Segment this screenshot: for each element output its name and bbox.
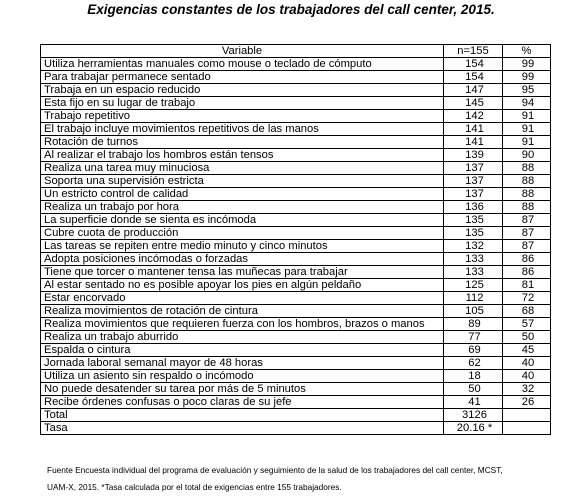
cell-n: 50 [444, 383, 503, 396]
cell-n: 137 [444, 175, 503, 188]
cell-percent: 90 [503, 149, 551, 162]
demands-table [40, 44, 551, 435]
cell-n: 137 [444, 162, 503, 175]
cell-variable: Cubre cuota de producción [41, 227, 444, 240]
cell-percent: 88 [503, 188, 551, 201]
table-row [41, 318, 551, 331]
cell-n: 77 [444, 331, 503, 344]
cell-percent: 88 [503, 162, 551, 175]
cell-n: 141 [444, 123, 503, 136]
table-title: Exigencias constantes de los trabajadores del call center, 2015. [87, 2, 495, 17]
cell-percent: 40 [503, 357, 551, 370]
cell-n: 135 [444, 227, 503, 240]
cell-percent: 91 [503, 110, 551, 123]
cell-percent: 45 [503, 344, 551, 357]
cell-n: 18 [444, 370, 503, 383]
cell-percent: 72 [503, 292, 551, 305]
table-row [41, 279, 551, 292]
table-row [41, 136, 551, 149]
cell-n: 41 [444, 396, 503, 409]
cell-variable: Rotación de turnos [41, 136, 444, 149]
cell-variable: Jornada laboral semanal mayor de 48 horas [41, 357, 444, 370]
cell-percent: 57 [503, 318, 551, 331]
cell-variable: Tiene que torcer o mantener tensa las muñecas para trabajar [41, 266, 444, 279]
table-row [41, 383, 551, 396]
column-header-variable: Variable [41, 45, 444, 58]
cell-variable: Estar encorvado [41, 292, 444, 305]
cell-percent: 87 [503, 214, 551, 227]
cell-percent [503, 422, 551, 435]
cell-n: 141 [444, 136, 503, 149]
table-row [41, 370, 551, 383]
cell-variable: Las tareas se repiten entre medio minuto y cinco minutos [41, 240, 444, 253]
table-row [41, 422, 551, 435]
cell-variable: Al estar sentado no es posible apoyar los pies en algún peldaño [41, 279, 444, 292]
footnote-rate-line: UAM-X, 2015. *Tasa calculada por el total de exigencias entre 155 trabajadores. [47, 482, 342, 492]
column-header-n: n=155 [444, 45, 503, 58]
cell-variable: Realiza movimientos de rotación de cintura [41, 305, 444, 318]
table-row [41, 201, 551, 214]
table-footnote [47, 462, 577, 496]
table-row [41, 253, 551, 266]
table-row [41, 292, 551, 305]
cell-percent: 91 [503, 136, 551, 149]
cell-percent [503, 409, 551, 422]
cell-n: 112 [444, 292, 503, 305]
cell-variable: Realiza un trabajo por hora [41, 201, 444, 214]
cell-percent: 88 [503, 201, 551, 214]
cell-variable: No puede desatender su tarea por más de 5 minutos [41, 383, 444, 396]
cell-variable: Espalda o cintura [41, 344, 444, 357]
cell-n: 136 [444, 201, 503, 214]
table-row [41, 214, 551, 227]
cell-percent: 50 [503, 331, 551, 344]
cell-n: 145 [444, 97, 503, 110]
table-row [41, 188, 551, 201]
cell-percent: 86 [503, 253, 551, 266]
cell-percent: 87 [503, 240, 551, 253]
cell-variable: Trabaja en un espacio reducido [41, 84, 444, 97]
table-row [41, 123, 551, 136]
cell-variable: Total [41, 409, 444, 422]
table-body [41, 58, 551, 435]
table-row [41, 344, 551, 357]
cell-percent: 68 [503, 305, 551, 318]
table-row [41, 97, 551, 110]
cell-n: 139 [444, 149, 503, 162]
cell-n: 62 [444, 357, 503, 370]
cell-percent: 91 [503, 123, 551, 136]
table-row [41, 149, 551, 162]
cell-variable: Utiliza herramientas manuales como mouse o teclado de cómputo [41, 58, 444, 71]
footnote-source-line: Fuente Encuesta individual del programa de evaluación y seguimiento de la salud de los trabajadores del call center, MCST, [47, 465, 503, 475]
cell-variable: Realiza una tarea muy minuciosa [41, 162, 444, 175]
cell-n: 105 [444, 305, 503, 318]
cell-variable: Al realizar el trabajo los hombros están tensos [41, 149, 444, 162]
table-row [41, 240, 551, 253]
cell-n: 135 [444, 214, 503, 227]
cell-variable: Esta fijo en su lugar de trabajo [41, 97, 444, 110]
table-row [41, 71, 551, 84]
cell-variable: Recibe órdenes confusas o poco claras de su jefe [41, 396, 444, 409]
cell-n: 125 [444, 279, 503, 292]
table-row [41, 58, 551, 71]
cell-percent: 87 [503, 227, 551, 240]
cell-n: 132 [444, 240, 503, 253]
cell-percent: 26 [503, 396, 551, 409]
cell-percent: 94 [503, 97, 551, 110]
cell-n: 69 [444, 344, 503, 357]
table-row [41, 227, 551, 240]
cell-percent: 95 [503, 84, 551, 97]
cell-n: 133 [444, 253, 503, 266]
cell-percent: 40 [503, 370, 551, 383]
cell-n: 154 [444, 58, 503, 71]
cell-variable: Un estricto control de calidad [41, 188, 444, 201]
cell-variable: El trabajo incluye movimientos repetitivos de las manos [41, 123, 444, 136]
table-row [41, 110, 551, 123]
cell-n: 142 [444, 110, 503, 123]
cell-variable: La superficie donde se sienta es incómoda [41, 214, 444, 227]
table-row [41, 162, 551, 175]
table-row [41, 266, 551, 279]
cell-variable: Realiza movimientos que requieren fuerza con los hombros, brazos o manos [41, 318, 444, 331]
cell-percent: 32 [503, 383, 551, 396]
table-header-row [41, 45, 551, 58]
cell-n: 3126 [444, 409, 503, 422]
cell-variable: Para trabajar permanece sentado [41, 71, 444, 84]
cell-variable: Tasa [41, 422, 444, 435]
table-row [41, 409, 551, 422]
table-row [41, 357, 551, 370]
cell-n: 89 [444, 318, 503, 331]
cell-n: 137 [444, 188, 503, 201]
cell-n: 147 [444, 84, 503, 97]
cell-n: 20.16 * [444, 422, 503, 435]
cell-variable: Utiliza un asiento sin respaldo o incómodo [41, 370, 444, 383]
column-header-percent: % [503, 45, 551, 58]
cell-percent: 88 [503, 175, 551, 188]
cell-percent: 86 [503, 266, 551, 279]
table-row [41, 396, 551, 409]
cell-variable: Soporta una supervisión estricta [41, 175, 444, 188]
table-row [41, 331, 551, 344]
cell-n: 154 [444, 71, 503, 84]
cell-variable: Trabajo repetitivo [41, 110, 444, 123]
cell-variable: Realiza un trabajo aburrido [41, 331, 444, 344]
cell-variable: Adopta posiciones incómodas o forzadas [41, 253, 444, 266]
table-row [41, 175, 551, 188]
cell-percent: 81 [503, 279, 551, 292]
cell-percent: 99 [503, 71, 551, 84]
cell-n: 133 [444, 266, 503, 279]
table-row [41, 84, 551, 97]
cell-percent: 99 [503, 58, 551, 71]
table-row [41, 305, 551, 318]
